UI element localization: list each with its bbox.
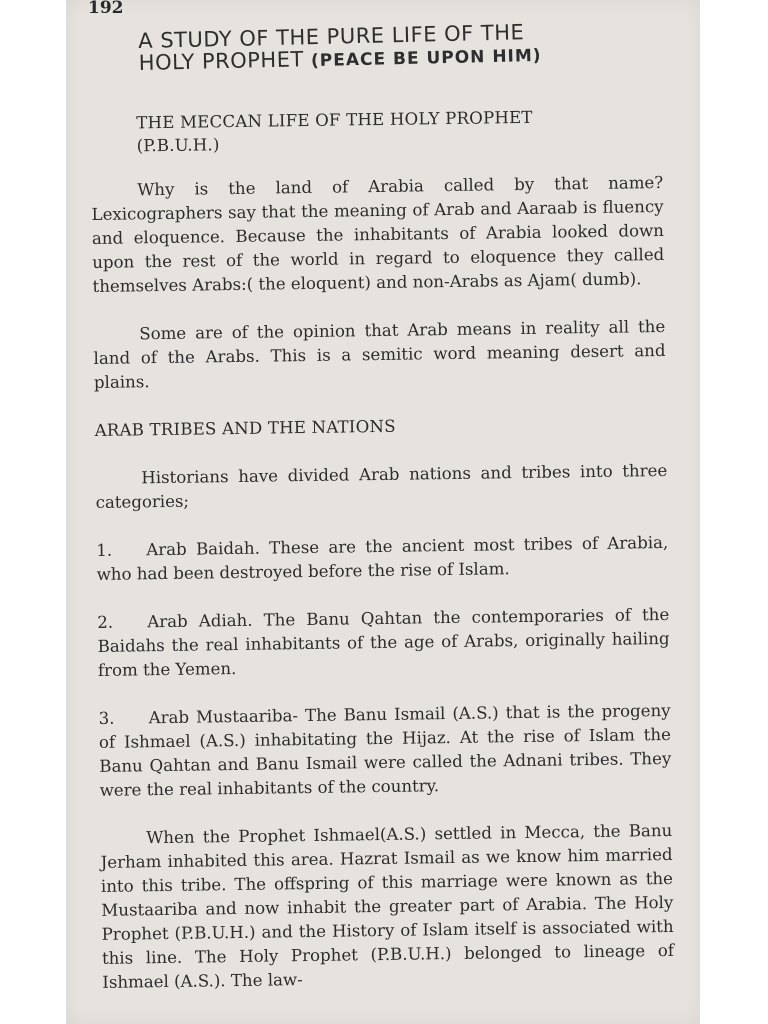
list-item: [98, 699, 671, 803]
list-item-number: 2.: [97, 612, 114, 632]
list-item-text: Arab Mustaariba- The Banu Ismail (A.S.) that is the progeny of Ishmael (A.S.) inhabitating the Hijaz. At the rise of Islam the Banu Qahtan and Banu Ismail were called the Adnani tribes. They were the real inhabitants of the country.: [98, 700, 672, 800]
page-number: 192: [88, 0, 124, 18]
list-item-number: 3.: [98, 708, 115, 728]
section-subtitle: [136, 104, 663, 157]
list-item-number: 1.: [96, 540, 113, 560]
paragraph-ishmael: When the Prophet Ishmael(A.S.) settled in Mecca, the Banu Jerham inhabited this area. Hazrat Ismail as we know him married into this tribe. The offspring of this marriage were known as the Mustaariba and now inhabit the greater part of Arabia. The Holy Prophet (P.B.U.H.) and the History of Islam itself is associated with this line. The Holy Prophet (P.B.U.H.) belonged to lineage of Ishmael (A.S.). The law-: [100, 820, 675, 992]
section-subtitle-line-2: (P.B.U.H.): [136, 135, 220, 156]
chapter-title-line-1: A STUDY OF THE PURE LIFE OF THE: [137, 20, 525, 53]
section-heading: ARAB TRIBES AND THE NATIONS: [94, 416, 396, 440]
paragraph-arabia-name: Why is the land of Arabia called by that name? Lexicographers say that the meaning of Arab and Aaraab is fluency and eloquence. Because the inhabitants of Arabia looked down upon the rest of the world in regard to eloquence they called themselves Arabs:( the eloquent) and non-Arabs as Ajam( dumb).: [91, 173, 665, 296]
list-item-text: Arab Adiah. The Banu Qahtan the contemporaries of the Baidahs the real inhabitants of the age of Arabs, originally hailing from the Yemen.: [97, 604, 670, 680]
chapter-title-honorific: (PEACE BE UPON HIM): [310, 45, 542, 72]
chapter-title-main: HOLY PROPHET: [138, 47, 305, 75]
paragraph-arab-meaning: Some are of the opinion that Arab means in reality all the land of the Arabs. This is a semitic word meaning desert and plains.: [93, 316, 666, 392]
page-body: [90, 92, 674, 995]
list-item: [97, 603, 670, 683]
paragraph-categories-intro: Historians have divided Arab nations and tribes into three categories;: [95, 460, 668, 512]
list-item: [96, 531, 669, 587]
list-item-text: Arab Baidah. These are the ancient most tribes of Arabia, who had been destroyed before the rise of Islam.: [96, 532, 669, 584]
section-subtitle-line-1: THE MECCAN LIFE OF THE HOLY PROPHET: [136, 107, 533, 133]
